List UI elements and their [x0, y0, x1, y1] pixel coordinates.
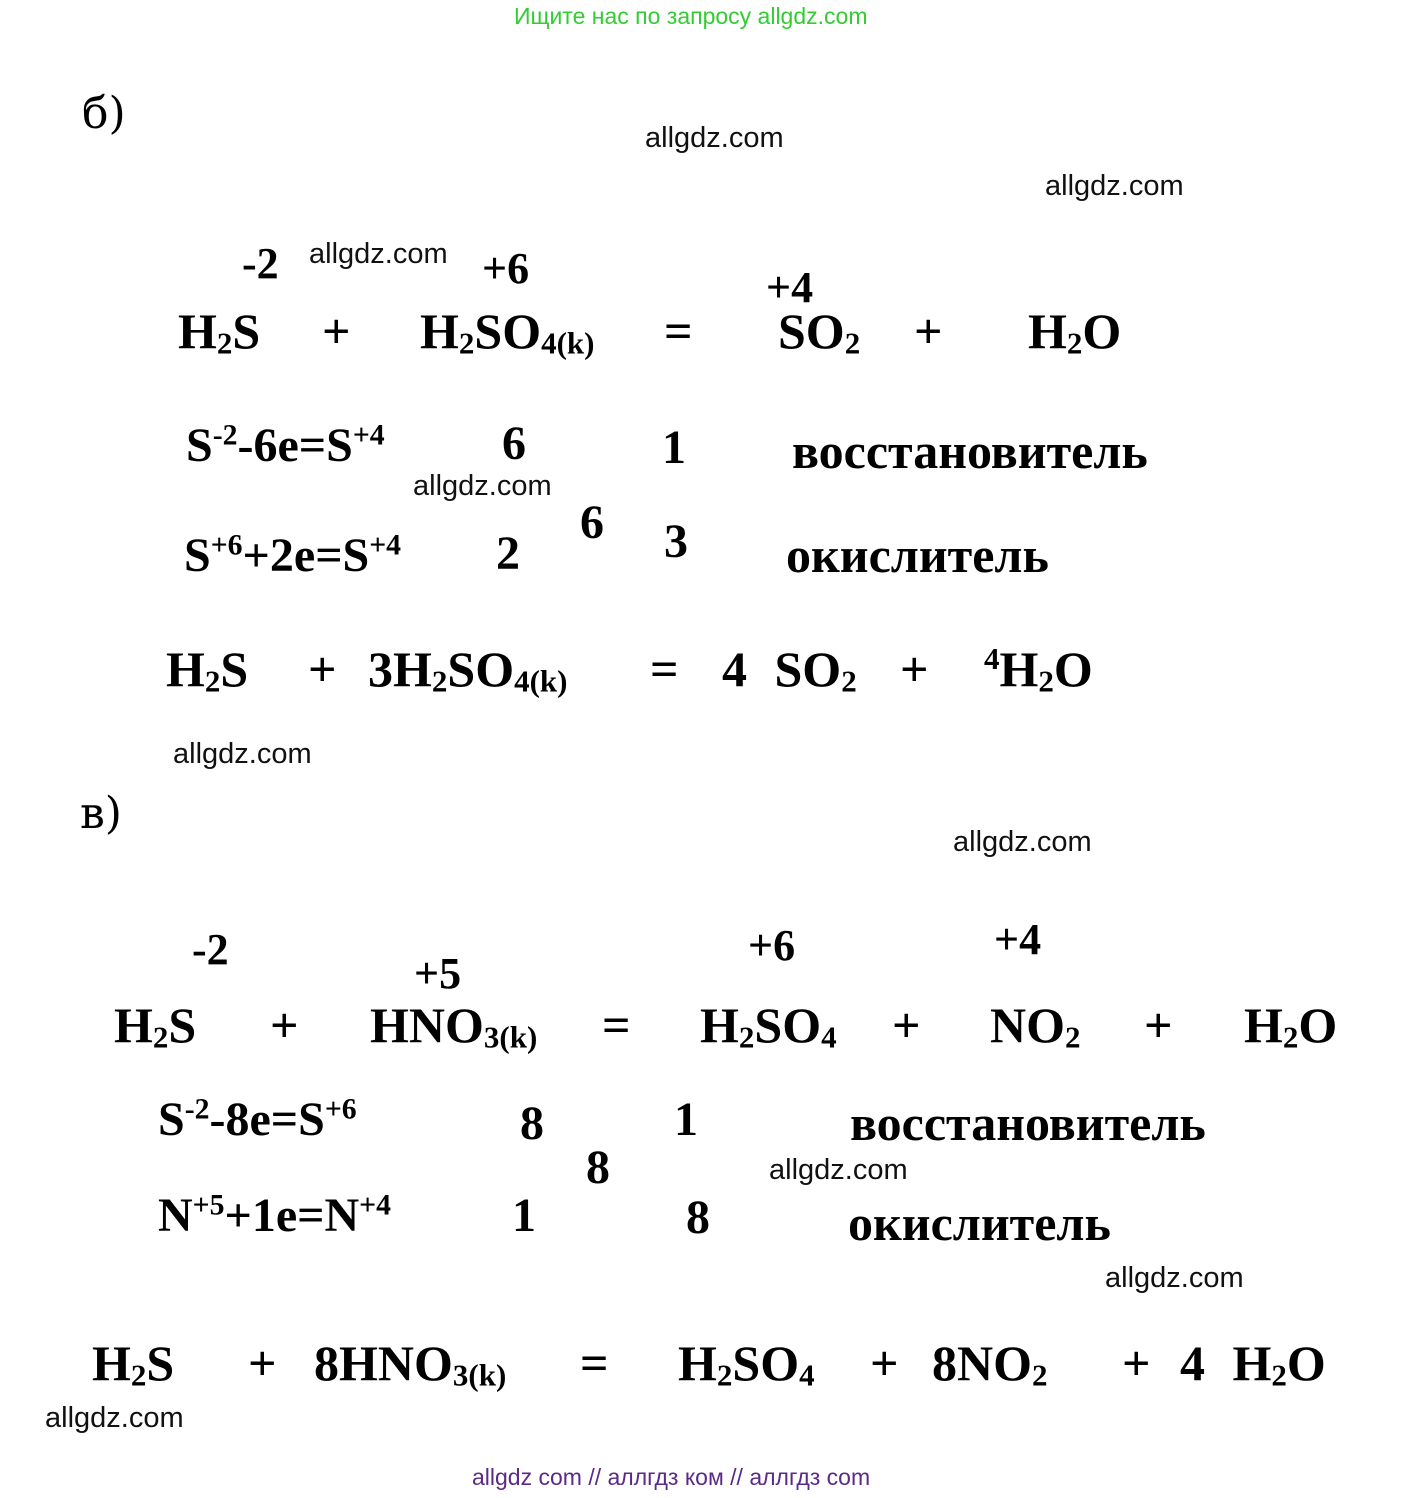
v-final-no2: $8NO_2$: [932, 1335, 1048, 1393]
watermark: allgdz.com: [769, 1154, 908, 1186]
v-half-reaction-2: $N^{+5}+1e=N^{+4}$: [158, 1188, 391, 1242]
b-half-1-electrons: 6: [502, 417, 526, 470]
v-final-hno3: $8HNO_{3(k)}$: [314, 1335, 507, 1393]
b-final-plus-1: +: [308, 641, 337, 697]
part-b-label: б): [82, 88, 126, 139]
b-ox-s-product: +4: [766, 263, 814, 312]
b-role-reducer: восстановитель: [792, 423, 1148, 479]
v-ox-n-product: +4: [994, 915, 1042, 964]
watermark: allgdz.com: [1045, 170, 1184, 202]
b-final-so2: 4 $SO_2$: [722, 641, 857, 699]
watermark: allgdz.com: [173, 738, 312, 770]
watermark: allgdz.com: [645, 122, 784, 154]
site-footer: allgdz com // аллгдз ком // аллгдз com: [472, 1464, 871, 1490]
b-product-h2o: $H_2O$: [1028, 303, 1122, 361]
b-lcm: 6: [580, 496, 604, 549]
watermark: allgdz.com: [1105, 1262, 1244, 1294]
v-half-1-electrons: 8: [520, 1097, 544, 1150]
part-v-label: в): [80, 788, 122, 839]
b-product-so2: $SO_2$: [778, 303, 861, 361]
v-lcm: 8: [586, 1141, 610, 1194]
v-ox-s-left: -2: [192, 925, 229, 974]
watermark: allgdz.com: [309, 238, 448, 270]
b-half-2-coefficient: 3: [664, 515, 688, 568]
v-half-1-coefficient: 1: [674, 1093, 698, 1146]
b-plus-1: +: [322, 303, 351, 359]
b-role-oxidizer: окислитель: [786, 527, 1049, 583]
v-plus-3: +: [1144, 997, 1173, 1053]
v-product-h2so4: $H_2SO_4$: [700, 997, 837, 1055]
b-half-2-electrons: 2: [496, 527, 520, 580]
b-ox-s-acid: +6: [482, 244, 530, 293]
v-ox-n-acid: +5: [414, 949, 462, 998]
b-reactant-acid: $H_2SO_{4(k)}$: [420, 303, 595, 361]
watermark: allgdz.com: [45, 1402, 184, 1434]
b-reactant-h2s: $H_2S$: [178, 303, 261, 361]
v-plus-1: +: [270, 997, 299, 1053]
v-product-no2: $NO_2$: [990, 997, 1081, 1055]
v-final-h2s: $H_2S$: [92, 1335, 175, 1393]
b-final-plus-2: +: [900, 641, 929, 697]
v-final-h2so4: $H_2SO_4$: [678, 1335, 815, 1393]
v-half-2-electrons: 1: [512, 1189, 536, 1242]
v-reactant-h2s: $H_2S$: [114, 997, 197, 1055]
v-plus-2: +: [892, 997, 921, 1053]
v-role-reducer: восстановитель: [850, 1095, 1206, 1151]
v-role-oxidizer: окислитель: [848, 1195, 1111, 1251]
b-final-equals: =: [650, 641, 679, 697]
v-half-2-coefficient: 8: [686, 1191, 710, 1244]
v-final-h2o: 4 $H_2O$: [1180, 1335, 1326, 1393]
v-reactant-hno3: $HNO_{3(k)}$: [370, 997, 538, 1055]
b-final-acid: $3H_2SO_{4(k)}$: [368, 641, 568, 699]
b-half-reaction-2: $S^{+6}+2e=S^{+4}$: [184, 528, 402, 582]
b-plus-2: +: [914, 303, 943, 359]
v-half-reaction-1: $S^{-2}-8e=S^{+6}$: [158, 1092, 357, 1146]
b-ox-s-left: -2: [242, 239, 279, 288]
v-final-plus-1: +: [248, 1335, 277, 1391]
watermark: allgdz.com: [953, 826, 1092, 858]
v-final-plus-3: +: [1122, 1335, 1151, 1391]
watermark: allgdz.com: [413, 470, 552, 502]
b-equals: =: [664, 303, 693, 359]
v-ox-s-product: +6: [748, 921, 796, 970]
v-equals: =: [602, 997, 631, 1053]
b-half-reaction-1: $S^{-2}-6e=S^{+4}$: [186, 418, 385, 472]
v-product-h2o: $H_2O$: [1244, 997, 1338, 1055]
b-half-1-coefficient: 1: [662, 421, 686, 474]
v-final-equals: =: [580, 1335, 609, 1391]
b-final-h2o: $^4H_2O$: [984, 640, 1093, 699]
site-banner: Ищите нас по запросу allgdz.com: [514, 3, 868, 29]
v-final-plus-2: +: [870, 1335, 899, 1391]
b-final-h2s: $H_2S$: [166, 641, 249, 699]
